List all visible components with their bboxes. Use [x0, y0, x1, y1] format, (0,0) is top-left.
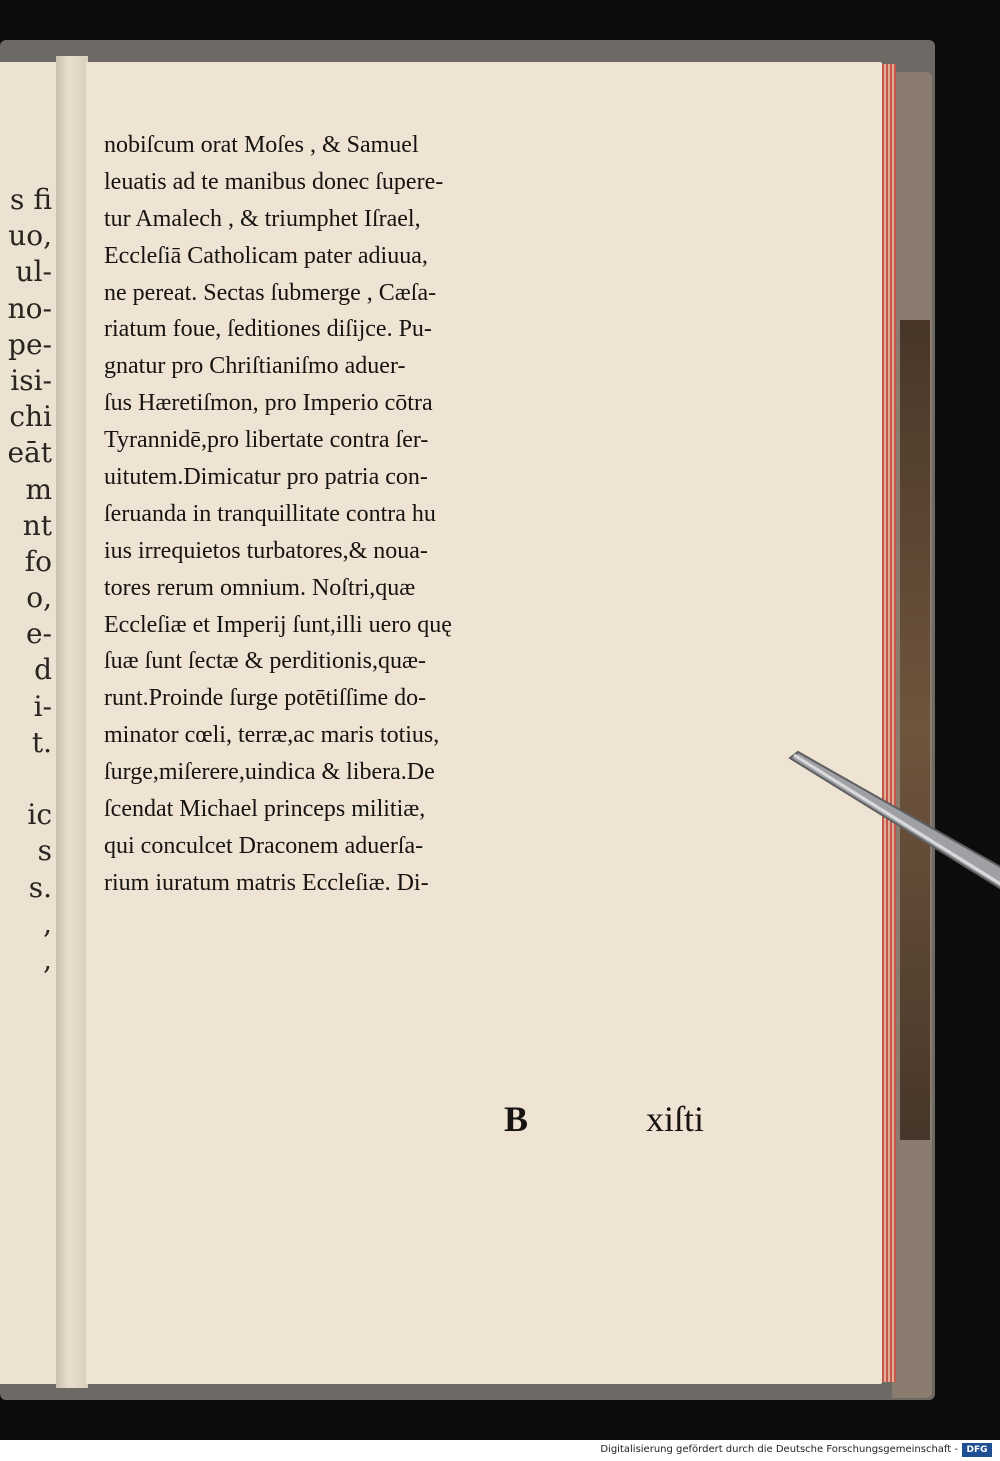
left-page-fragment: no- [7, 291, 52, 325]
left-page [0, 62, 60, 1384]
text-line: tores rerum omnium. Noſtri,quæ [104, 574, 416, 601]
left-page-fragment: m [25, 472, 52, 506]
left-page-fragment: e- [25, 617, 52, 651]
left-page-fragment: s [37, 834, 52, 868]
signature-mark: B [504, 1099, 529, 1139]
page-text-block [104, 127, 708, 902]
text-line: Tyrannidē,pro libertate contra ſer- [104, 427, 429, 454]
left-page-fragment: uo, [8, 219, 52, 253]
dfg-logo: DFG [962, 1443, 992, 1457]
page-footer-line [104, 1098, 708, 1138]
left-page-fragment: fo [24, 544, 52, 578]
text-line: rium iuratum matris Eccleſiæ. Di- [104, 869, 429, 896]
cover-stain [900, 320, 930, 1140]
book-gutter [56, 56, 88, 1388]
left-page-fragment [0, 761, 52, 797]
text-line: ſuæ ſunt ſectæ & perditionis,quæ- [104, 648, 426, 675]
left-page-text [0, 182, 52, 978]
text-line: ſus Hæretiſmon, pro Imperio cōtra [104, 390, 433, 417]
text-line: minator cœli, terræ,ac maris totius, [104, 722, 440, 749]
text-line: leuatis ad te manibus donec ſupere- [104, 168, 444, 195]
text-line: tur Amalech , & triumphet Iſrael, [104, 205, 421, 232]
left-page-fragment: nt [22, 508, 52, 542]
text-line: ne pereat. Sectas ſubmerge , Cæſa- [104, 279, 437, 306]
text-line: uitutem.Dimicatur pro patria con- [104, 464, 428, 491]
left-page-fragment: pe- [8, 327, 52, 361]
pointer-stick [770, 748, 1000, 908]
text-line: ſurge,miſerere,uindica & libera.De [104, 759, 435, 786]
left-page-fragment: chi [9, 400, 52, 434]
left-page-fragment: o, [26, 581, 52, 615]
text-line: qui conculcet Draconem aduerſa- [104, 832, 424, 859]
text-line: ius irrequietos turbatores,& noua- [104, 537, 428, 564]
text-line: riatum foue, ſeditiones diſijce. Pu- [104, 316, 432, 343]
catchword: xiſti [645, 1099, 704, 1139]
text-line: Eccleſiæ et Imperij ſunt,illi uero quę [104, 611, 452, 638]
left-page-fragment: ic [27, 798, 52, 832]
left-page-fragment: eāt [7, 436, 52, 470]
text-line: gnatur pro Chriſtianiſmo aduer- [104, 353, 406, 380]
text-line: nobiſcum orat Moſes , & Samuel [104, 132, 419, 158]
left-page-fragment: i- [33, 689, 52, 723]
funding-credit: Digitalisierung gefördert durch die Deutsche Forschungsgemeinschaft - [600, 1444, 958, 1455]
text-line: runt.Proinde ſurge potētiſſime do- [104, 685, 427, 712]
left-page-fragment: s. [28, 870, 52, 904]
left-page-fragment: d [34, 653, 52, 687]
text-line: ſcendat Michael princeps militiæ, [104, 796, 426, 823]
left-page-fragment: s fi [10, 183, 52, 216]
left-page-fragment: , [43, 942, 52, 976]
credit-footer [0, 1440, 1000, 1461]
left-page-fragment: isi- [10, 363, 52, 397]
text-line: ſeruanda in tranquillitate contra hu [104, 500, 436, 527]
left-page-fragment: ul- [15, 255, 52, 289]
text-line: Eccleſiā Catholicam pater adiuua, [104, 242, 428, 269]
left-page-fragment: , [43, 906, 52, 940]
left-page-fragment: t. [31, 725, 52, 759]
